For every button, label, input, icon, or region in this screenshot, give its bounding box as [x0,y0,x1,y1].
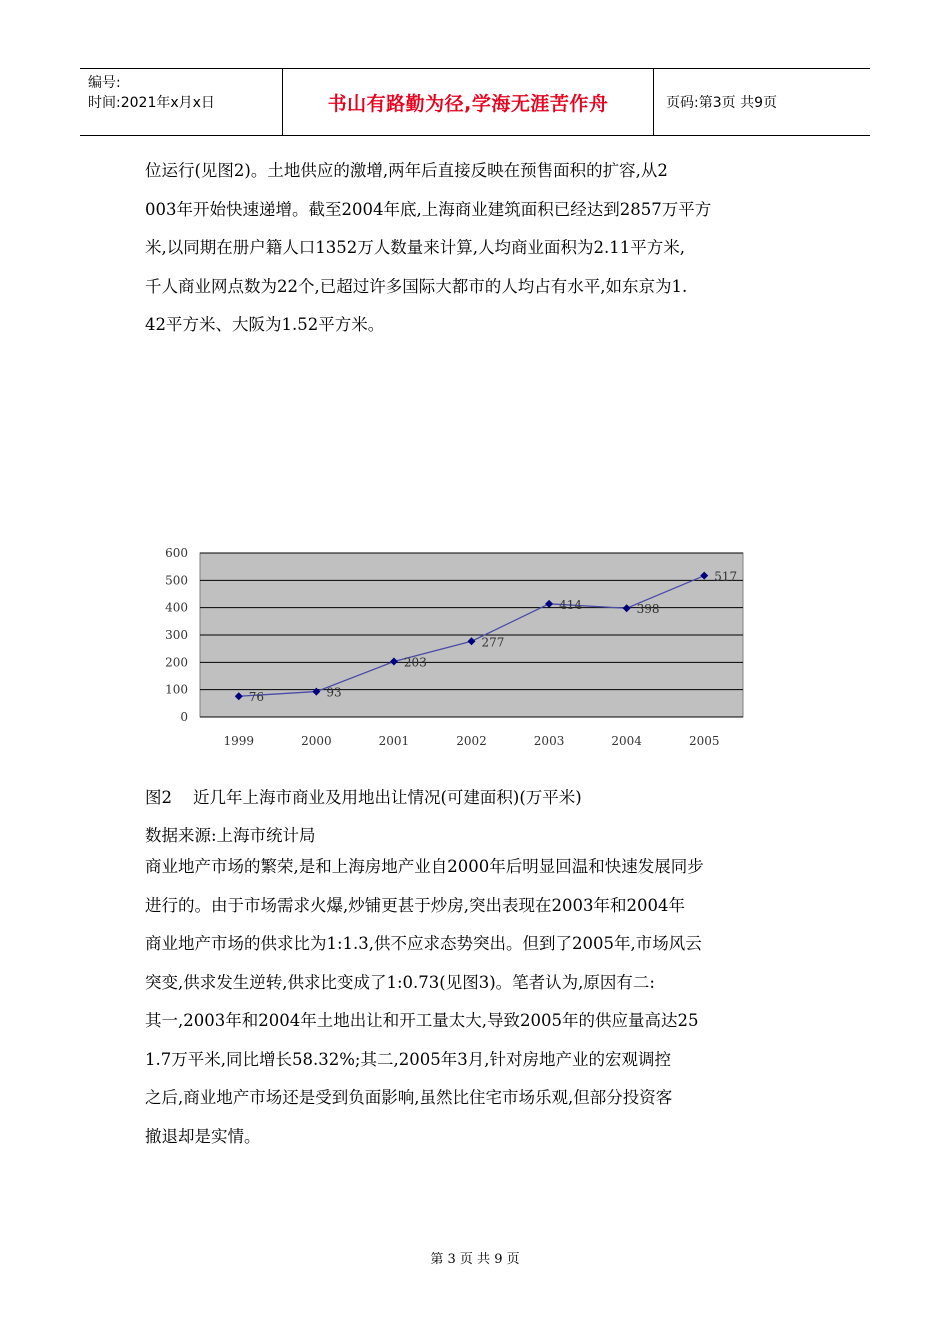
body-paragraph-2 [145,848,815,1156]
text-line: 003年开始快速递增。截至2004年底,上海商业建筑面积已经达到2857万平方 [145,199,712,219]
line-chart [150,540,750,755]
chart-svg [150,540,750,755]
figure-caption: 图2 近几年上海市商业及用地出让情况(可建面积)(万平米) [145,788,582,807]
document-number-label: 编号: [88,75,121,91]
text-line: 千人商业网点数为22个,已超过许多国际大都市的人均占有水平,如东京为1. [145,276,688,296]
y-tick-label: 0 [180,710,188,724]
data-label: 93 [326,685,342,700]
header-motto: 书山有路勤为径,学海无涯苦作舟 [282,69,654,135]
x-tick-label: 2004 [611,734,642,748]
text-line: 突变,供求发生逆转,供求比变成了1:0.73(见图3)。笔者认为,原因有二: [145,972,655,992]
y-tick-label: 300 [165,628,188,642]
text-line: 42平方米、大阪为1.52平方米。 [145,315,385,334]
data-label: 517 [714,569,738,584]
data-label: 76 [248,690,265,705]
text-line: 进行的。由于市场需求火爆,炒铺更甚于炒房,突出表现在2003年和2004年 [145,895,685,915]
x-tick-label: 2005 [688,734,720,748]
text-line: 其一,2003年和2004年土地出让和开工量太大,导致2005年的供应量高达25 [145,1011,699,1030]
y-tick-label: 600 [165,546,188,560]
x-tick-label: 2000 [301,734,332,748]
body-paragraph-1 [145,152,815,345]
data-label: 414 [559,597,582,612]
page-header [80,68,870,136]
data-label: 398 [636,602,660,617]
text-line: 商业地产市场的繁荣,是和上海房地产业自2000年后明显回温和快速发展同步 [145,857,704,876]
y-tick-label: 500 [165,573,188,588]
y-tick-label: 100 [165,682,188,697]
document-time-label: 时间:2021年x月x日 [88,95,215,111]
page-footer: 第 3 页 共 9 页 [430,1252,520,1267]
text-line: 位运行(见图2)。土地供应的激增,两年后直接反映在预售面积的扩容,从2 [145,161,668,180]
x-tick-label: 2001 [378,734,410,748]
x-tick-label: 2002 [456,734,487,748]
header-page-label: 页码:第3页 共9页 [666,95,777,111]
y-tick-label: 200 [165,655,188,670]
text-line: 米,以同期在册户籍人口1352万人数量来计算,人均商业面积为2.11平方米, [145,238,685,257]
data-label: 277 [481,635,505,650]
data-label: 203 [403,655,427,670]
x-tick-label: 1999 [223,734,255,748]
data-source: 数据来源:上海市统计局 [145,826,316,845]
text-line: 1.7万平米,同比增长58.32%;其二,2005年3月,针对房地产业的宏观调控 [145,1049,671,1069]
text-line: 商业地产市场的供求比为1:1.3,供不应求态势突出。但到了2005年,市场风云 [145,934,702,953]
text-line: 撤退却是实情。 [145,1126,261,1146]
y-tick-label: 400 [165,600,188,615]
text-line: 之后,商业地产市场还是受到负面影响,虽然比住宅市场乐观,但部分投资客 [145,1088,673,1107]
header-meta [80,69,282,135]
x-tick-label: 2003 [533,734,565,748]
